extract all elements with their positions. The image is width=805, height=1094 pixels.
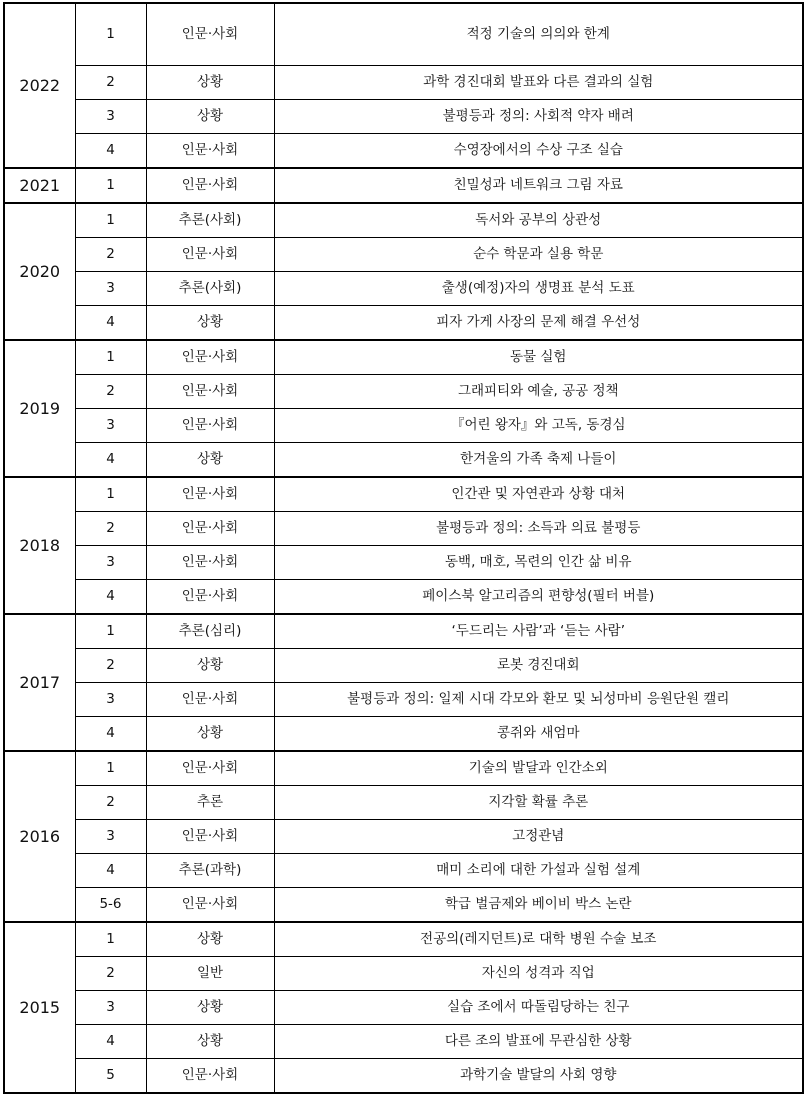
category-cell: 상황 — [146, 443, 274, 478]
question-number-cell: 4 — [75, 854, 146, 888]
topic-cell: 동물 실험 — [274, 340, 803, 375]
category-cell: 추론 — [146, 786, 274, 820]
year-cell: 2015 — [4, 922, 75, 1093]
interview-topics-table-wrapper — [3, 2, 802, 1094]
year-cell: 2021 — [4, 168, 75, 203]
table-row — [4, 820, 803, 854]
topic-cell: 독서와 공부의 상관성 — [274, 203, 803, 238]
year-cell: 2016 — [4, 751, 75, 922]
category-cell: 인문·사회 — [146, 683, 274, 717]
topic-cell: 전공의(레지던트)로 대학 병원 수술 보조 — [274, 922, 803, 957]
table-row — [4, 168, 803, 203]
table-body — [4, 3, 803, 1093]
question-number-cell: 3 — [75, 820, 146, 854]
category-cell: 인문·사회 — [146, 751, 274, 786]
category-cell: 인문·사회 — [146, 375, 274, 409]
question-number-cell: 2 — [75, 238, 146, 272]
topic-cell: 매미 소리에 대한 가설과 실험 설계 — [274, 854, 803, 888]
question-number-cell: 2 — [75, 957, 146, 991]
category-cell: 상황 — [146, 922, 274, 957]
table-row — [4, 546, 803, 580]
category-cell: 상황 — [146, 100, 274, 134]
category-cell: 인문·사회 — [146, 168, 274, 203]
question-number-cell: 1 — [75, 477, 146, 512]
year-cell: 2018 — [4, 477, 75, 614]
topic-cell: 과학 경진대회 발표와 다른 결과의 실험 — [274, 66, 803, 100]
table-row — [4, 340, 803, 375]
table-row — [4, 3, 803, 66]
topic-cell: 적정 기술의 의의와 한계 — [274, 3, 803, 66]
interview-topics-table — [3, 2, 804, 1094]
category-cell: 추론(심리) — [146, 614, 274, 649]
question-number-cell: 3 — [75, 991, 146, 1025]
category-cell: 인문·사회 — [146, 3, 274, 66]
topic-cell: 기술의 발달과 인간소외 — [274, 751, 803, 786]
table-row — [4, 1059, 803, 1094]
topic-cell: 콩쥐와 새엄마 — [274, 717, 803, 752]
topic-cell: 불평등과 정의: 사회적 약자 배려 — [274, 100, 803, 134]
question-number-cell: 3 — [75, 409, 146, 443]
topic-cell: 자신의 성격과 직업 — [274, 957, 803, 991]
question-number-cell: 5 — [75, 1059, 146, 1094]
question-number-cell: 4 — [75, 443, 146, 478]
table-row — [4, 786, 803, 820]
category-cell: 인문·사회 — [146, 238, 274, 272]
question-number-cell: 3 — [75, 546, 146, 580]
category-cell: 상황 — [146, 649, 274, 683]
category-cell: 인문·사회 — [146, 409, 274, 443]
year-cell: 2022 — [4, 3, 75, 168]
topic-cell: 피자 가게 사장의 문제 해결 우선성 — [274, 306, 803, 341]
question-number-cell: 4 — [75, 580, 146, 615]
table-row — [4, 751, 803, 786]
table-row — [4, 477, 803, 512]
topic-cell: 그래피티와 예술, 공공 정책 — [274, 375, 803, 409]
table-row — [4, 238, 803, 272]
question-number-cell: 1 — [75, 922, 146, 957]
category-cell: 인문·사회 — [146, 477, 274, 512]
year-cell: 2020 — [4, 203, 75, 340]
year-cell: 2019 — [4, 340, 75, 477]
category-cell: 인문·사회 — [146, 888, 274, 923]
table-row — [4, 580, 803, 615]
table-row — [4, 100, 803, 134]
table-row — [4, 66, 803, 100]
table-row — [4, 957, 803, 991]
category-cell: 일반 — [146, 957, 274, 991]
topic-cell: 고정관념 — [274, 820, 803, 854]
table-row — [4, 888, 803, 923]
topic-cell: 『어린 왕자』와 고독, 동경심 — [274, 409, 803, 443]
category-cell: 인문·사회 — [146, 512, 274, 546]
category-cell: 인문·사회 — [146, 134, 274, 169]
table-row — [4, 1025, 803, 1059]
topic-cell: 로봇 경진대회 — [274, 649, 803, 683]
question-number-cell: 2 — [75, 512, 146, 546]
table-row — [4, 854, 803, 888]
question-number-cell: 1 — [75, 203, 146, 238]
table-row — [4, 409, 803, 443]
question-number-cell: 4 — [75, 306, 146, 341]
table-row — [4, 443, 803, 478]
category-cell: 인문·사회 — [146, 546, 274, 580]
topic-cell: 다른 조의 발표에 무관심한 상황 — [274, 1025, 803, 1059]
table-row — [4, 134, 803, 169]
question-number-cell: 2 — [75, 375, 146, 409]
category-cell: 추론(과학) — [146, 854, 274, 888]
topic-cell: 실습 조에서 따돌림당하는 친구 — [274, 991, 803, 1025]
question-number-cell: 2 — [75, 786, 146, 820]
question-number-cell: 3 — [75, 100, 146, 134]
table-row — [4, 375, 803, 409]
question-number-cell: 1 — [75, 751, 146, 786]
table-row — [4, 306, 803, 341]
table-row — [4, 614, 803, 649]
question-number-cell: 1 — [75, 340, 146, 375]
question-number-cell: 4 — [75, 1025, 146, 1059]
topic-cell: 학급 벌금제와 베이비 박스 논란 — [274, 888, 803, 923]
year-cell: 2017 — [4, 614, 75, 751]
table-row — [4, 717, 803, 752]
topic-cell: ‘두드리는 사람’과 ‘듣는 사람’ — [274, 614, 803, 649]
topic-cell: 지각할 확률 추론 — [274, 786, 803, 820]
topic-cell: 동백, 매호, 목련의 인간 삶 비유 — [274, 546, 803, 580]
topic-cell: 페이스북 알고리즘의 편향성(필터 버블) — [274, 580, 803, 615]
topic-cell: 과학기술 발달의 사회 영향 — [274, 1059, 803, 1094]
category-cell: 인문·사회 — [146, 820, 274, 854]
topic-cell: 불평등과 정의: 일제 시대 각모와 환모 및 뇌성마비 응원단원 캘리 — [274, 683, 803, 717]
category-cell: 상황 — [146, 66, 274, 100]
topic-cell: 불평등과 정의: 소득과 의료 불평등 — [274, 512, 803, 546]
topic-cell: 인간관 및 자연관과 상황 대처 — [274, 477, 803, 512]
category-cell: 상황 — [146, 306, 274, 341]
question-number-cell: 1 — [75, 168, 146, 203]
category-cell: 추론(사회) — [146, 272, 274, 306]
question-number-cell: 1 — [75, 3, 146, 66]
question-number-cell: 3 — [75, 272, 146, 306]
question-number-cell: 5-6 — [75, 888, 146, 923]
category-cell: 인문·사회 — [146, 1059, 274, 1094]
question-number-cell: 2 — [75, 66, 146, 100]
question-number-cell: 1 — [75, 614, 146, 649]
category-cell: 추론(사회) — [146, 203, 274, 238]
topic-cell: 출생(예정)자의 생명표 분석 도표 — [274, 272, 803, 306]
category-cell: 상황 — [146, 1025, 274, 1059]
table-row — [4, 922, 803, 957]
topic-cell: 순수 학문과 실용 학문 — [274, 238, 803, 272]
table-row — [4, 272, 803, 306]
category-cell: 인문·사회 — [146, 340, 274, 375]
topic-cell: 친밀성과 네트워크 그림 자료 — [274, 168, 803, 203]
table-row — [4, 203, 803, 238]
topic-cell: 한겨울의 가족 축제 나들이 — [274, 443, 803, 478]
category-cell: 인문·사회 — [146, 580, 274, 615]
table-row — [4, 683, 803, 717]
table-row — [4, 649, 803, 683]
category-cell: 상황 — [146, 991, 274, 1025]
topic-cell: 수영장에서의 수상 구조 실습 — [274, 134, 803, 169]
table-row — [4, 991, 803, 1025]
question-number-cell: 2 — [75, 649, 146, 683]
category-cell: 상황 — [146, 717, 274, 752]
question-number-cell: 3 — [75, 683, 146, 717]
table-row — [4, 512, 803, 546]
question-number-cell: 4 — [75, 717, 146, 752]
question-number-cell: 4 — [75, 134, 146, 169]
